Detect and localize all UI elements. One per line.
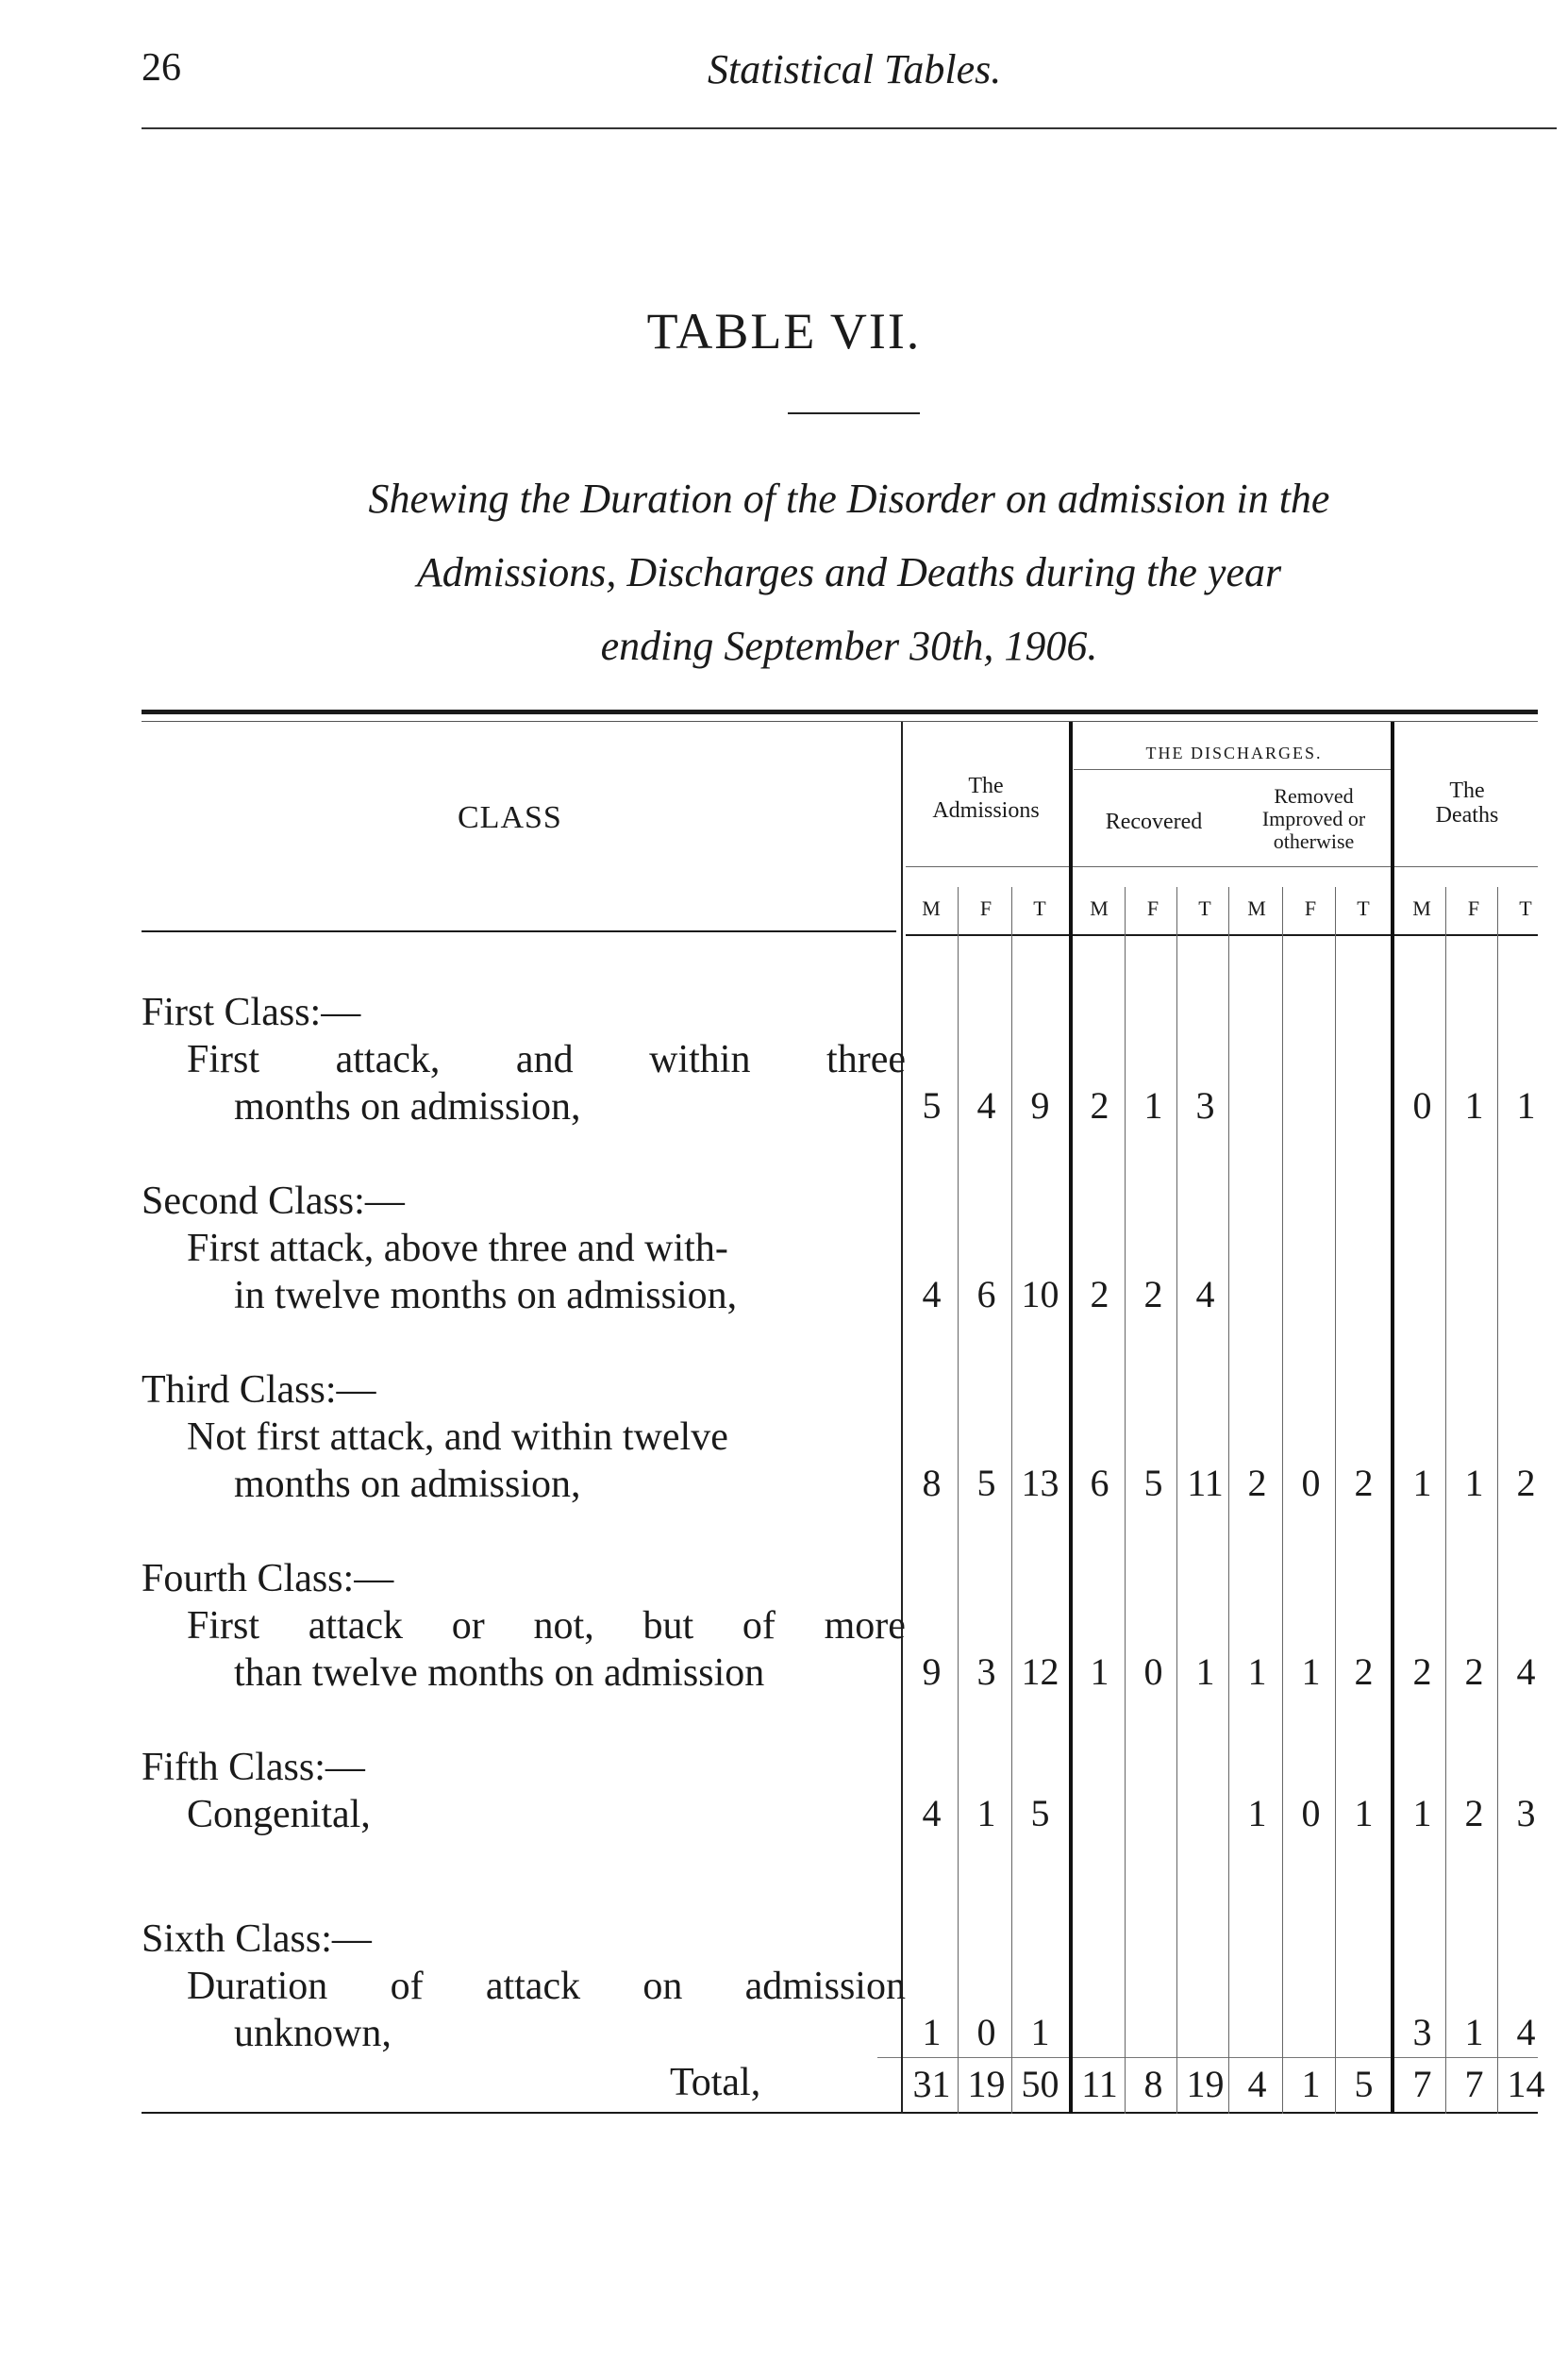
removed-header-line: Improved or	[1261, 807, 1366, 830]
table-cell: 0	[1301, 1792, 1321, 1834]
class-description-line: months on admission,	[234, 1463, 581, 1506]
table-cell: 1	[922, 2011, 942, 2053]
table-cell: 4	[1516, 1650, 1536, 1693]
table-cell: 1	[1464, 1084, 1484, 1127]
table-cell: 4	[922, 1273, 942, 1315]
total-cell: 5	[1354, 2063, 1374, 2105]
description-word: but	[642, 1604, 694, 1648]
total-cell: 50	[1021, 2063, 1059, 2105]
column-divider-thin	[958, 887, 959, 2114]
table-cell: 13	[1021, 1462, 1059, 1504]
table-cell: 0	[1143, 1650, 1163, 1693]
table-top-rule	[142, 710, 1538, 714]
table-cell: 1	[1412, 1792, 1432, 1834]
class-label: Sixth Class:—	[142, 1917, 372, 1961]
class-label: Fifth Class:—	[142, 1746, 365, 1789]
table-cell: 4	[976, 1084, 996, 1127]
total-label: Total,	[670, 2061, 761, 2104]
table-top-thin-rule	[142, 721, 1538, 722]
description-word: attack	[308, 1604, 404, 1648]
table-cell: 12	[1021, 1650, 1059, 1693]
table-cell: 1	[1412, 1462, 1432, 1504]
table-cell: 1	[1030, 2011, 1050, 2053]
mft-header-cell: M	[1090, 896, 1109, 920]
deaths-header	[1396, 778, 1538, 828]
class-header-rule	[142, 930, 896, 932]
table-cell: 3	[1412, 2011, 1432, 2053]
table-cell: 1	[1195, 1650, 1215, 1693]
description-word: more	[824, 1604, 906, 1648]
class-label: Fourth Class:—	[142, 1557, 394, 1600]
table-cell: 2	[1354, 1462, 1374, 1504]
discharges-header-rule	[1074, 769, 1394, 770]
caption-line: ending September 30th, 1906.	[600, 623, 1098, 669]
table-cell: 2	[1464, 1792, 1484, 1834]
table-cell: 3	[976, 1650, 996, 1693]
table-cell: 6	[1090, 1462, 1109, 1504]
mft-header-cell: M	[1412, 896, 1431, 920]
total-cell: 11	[1081, 2063, 1118, 2105]
table-cell: 2	[1143, 1273, 1163, 1315]
total-cell: 14	[1507, 2063, 1545, 2105]
recovered-header: Recovered	[1105, 810, 1203, 834]
title-rule	[788, 412, 920, 414]
mft-header-cell: T	[1519, 896, 1532, 920]
table-cell: 1	[1090, 1650, 1109, 1693]
admissions-header-line: The	[968, 774, 1004, 798]
description-word: of	[390, 1965, 424, 2008]
group-header-rule	[906, 866, 1538, 867]
table-cell: 4	[1516, 2011, 1536, 2053]
page-number: 26	[142, 46, 181, 90]
description-word: three	[826, 1038, 906, 1081]
column-divider	[1069, 722, 1073, 2114]
class-description-line: months on admission,	[234, 1085, 581, 1129]
total-rule	[877, 2057, 1538, 2058]
total-cell: 7	[1412, 2063, 1432, 2105]
table-cell: 1	[1516, 1084, 1536, 1127]
table-cell: 0	[1412, 1084, 1432, 1127]
total-cell: 8	[1143, 2063, 1163, 2105]
class-description-line	[187, 1602, 906, 1649]
table-cell: 2	[1412, 1650, 1432, 1693]
table-cell: 1	[1464, 2011, 1484, 2053]
removed-header-line: otherwise	[1273, 829, 1355, 853]
table-cell: 9	[922, 1650, 942, 1693]
table-cell: 2	[1247, 1462, 1267, 1504]
mft-header-cell: F	[1304, 896, 1317, 920]
description-word: attack,	[335, 1038, 441, 1081]
table-cell: 2	[1090, 1273, 1109, 1315]
table-cell: 1	[1464, 1462, 1484, 1504]
table-cell: 2	[1516, 1462, 1536, 1504]
description-word: on	[642, 1965, 683, 2008]
table-cell: 4	[1195, 1273, 1215, 1315]
description-word: First attack, above three and with-	[187, 1227, 728, 1270]
description-word: First	[187, 1604, 260, 1648]
mft-header-cell: M	[922, 896, 941, 920]
class-description-line: unknown,	[234, 2012, 392, 2055]
table-row	[142, 1555, 906, 1697]
class-description-line	[187, 1791, 906, 1838]
class-label: Second Class:—	[142, 1180, 405, 1223]
description-word: or	[451, 1604, 485, 1648]
table-cell: 5	[1030, 1792, 1050, 1834]
total-cell: 31	[912, 2063, 951, 2105]
discharges-header: THE DISCHARGES.	[1145, 744, 1323, 762]
table-cell: 1	[1247, 1792, 1267, 1834]
table-cell: 2	[1354, 1650, 1374, 1693]
mft-header-cell: F	[1146, 896, 1159, 920]
table-cell: 9	[1030, 1084, 1050, 1127]
table-cell: 1	[1301, 1650, 1321, 1693]
description-word: of	[742, 1604, 776, 1648]
class-label: First Class:—	[142, 991, 361, 1034]
table-bottom-rule	[142, 2112, 1538, 2114]
table-cell: 8	[922, 1462, 942, 1504]
table-row	[142, 1178, 906, 1319]
removed-header-line: Removed	[1274, 784, 1354, 808]
description-word: First	[187, 1038, 260, 1081]
table-title: TABLE VII.	[646, 303, 922, 360]
table-cell: 3	[1516, 1792, 1536, 1834]
removed-header	[1231, 785, 1396, 853]
table-cell: 1	[1354, 1792, 1374, 1834]
total-cell: 19	[1186, 2063, 1225, 2105]
class-description-line: in twelve months on admission,	[234, 1274, 738, 1317]
mft-header-cell: F	[979, 896, 993, 920]
description-word: not,	[533, 1604, 594, 1648]
caption-line: Shewing the Duration of the Disorder on admission in the	[368, 476, 1330, 522]
total-cell: 19	[967, 2063, 1006, 2105]
table-cell: 2	[1090, 1084, 1109, 1127]
table-cell: 2	[1464, 1650, 1484, 1693]
description-word: attack	[485, 1965, 581, 2008]
mft-header-cell: T	[1033, 896, 1046, 920]
table-cell: 6	[976, 1273, 996, 1315]
mft-header-cell: M	[1247, 896, 1266, 920]
table-cell: 1	[1143, 1084, 1163, 1127]
table-cell: 1	[976, 1792, 996, 1834]
description-word: within	[649, 1038, 751, 1081]
table-cell: 3	[1195, 1084, 1215, 1127]
running-title: Statistical Tables.	[708, 46, 1002, 92]
table-cell: 0	[1301, 1462, 1321, 1504]
table-cell: 4	[922, 1792, 942, 1834]
total-cell: 7	[1464, 2063, 1484, 2105]
column-divider	[1391, 722, 1394, 2114]
mft-header-cell: T	[1198, 896, 1211, 920]
description-word: Duration	[187, 1965, 328, 2008]
description-word: admission	[744, 1965, 906, 2008]
class-description-line	[187, 1414, 906, 1461]
class-label: Third Class:—	[142, 1368, 376, 1412]
table-cell: 5	[976, 1462, 996, 1504]
mft-header-cell: F	[1467, 896, 1480, 920]
description-word: and	[515, 1038, 574, 1081]
class-description-line	[187, 1225, 906, 1272]
mft-header-cell: T	[1357, 896, 1370, 920]
table-row	[142, 1916, 906, 2057]
table-cell: 10	[1021, 1273, 1059, 1315]
class-description-line	[187, 1036, 906, 1083]
table-row	[142, 1366, 906, 1508]
table-cell: 1	[1247, 1650, 1267, 1693]
description-word: Congenital,	[187, 1793, 371, 1836]
caption-line: Admissions, Discharges and Deaths during the year	[416, 549, 1282, 595]
table-cell: 0	[976, 2011, 996, 2053]
admissions-header	[906, 774, 1066, 823]
admissions-header-line: Admissions	[932, 798, 1040, 823]
total-cell: 1	[1301, 2063, 1321, 2105]
deaths-header-line: Deaths	[1435, 803, 1499, 828]
page-header	[142, 38, 1557, 94]
class-description-line	[187, 1963, 906, 2010]
table-caption	[151, 462, 1547, 683]
class-description-line: than twelve months on admission	[234, 1651, 765, 1695]
header-rule	[142, 127, 1557, 129]
description-word: Not first attack, and within twelve	[187, 1415, 728, 1459]
table-cell: 11	[1187, 1462, 1224, 1504]
deaths-header-line: The	[1449, 778, 1485, 803]
total-cell: 4	[1247, 2063, 1267, 2105]
table-row	[142, 1744, 906, 1838]
table-cell: 5	[1143, 1462, 1163, 1504]
class-column-header: CLASS	[458, 800, 562, 835]
table-cell: 5	[922, 1084, 942, 1127]
table-row	[142, 989, 906, 1130]
mft-header-rule	[906, 934, 1538, 936]
